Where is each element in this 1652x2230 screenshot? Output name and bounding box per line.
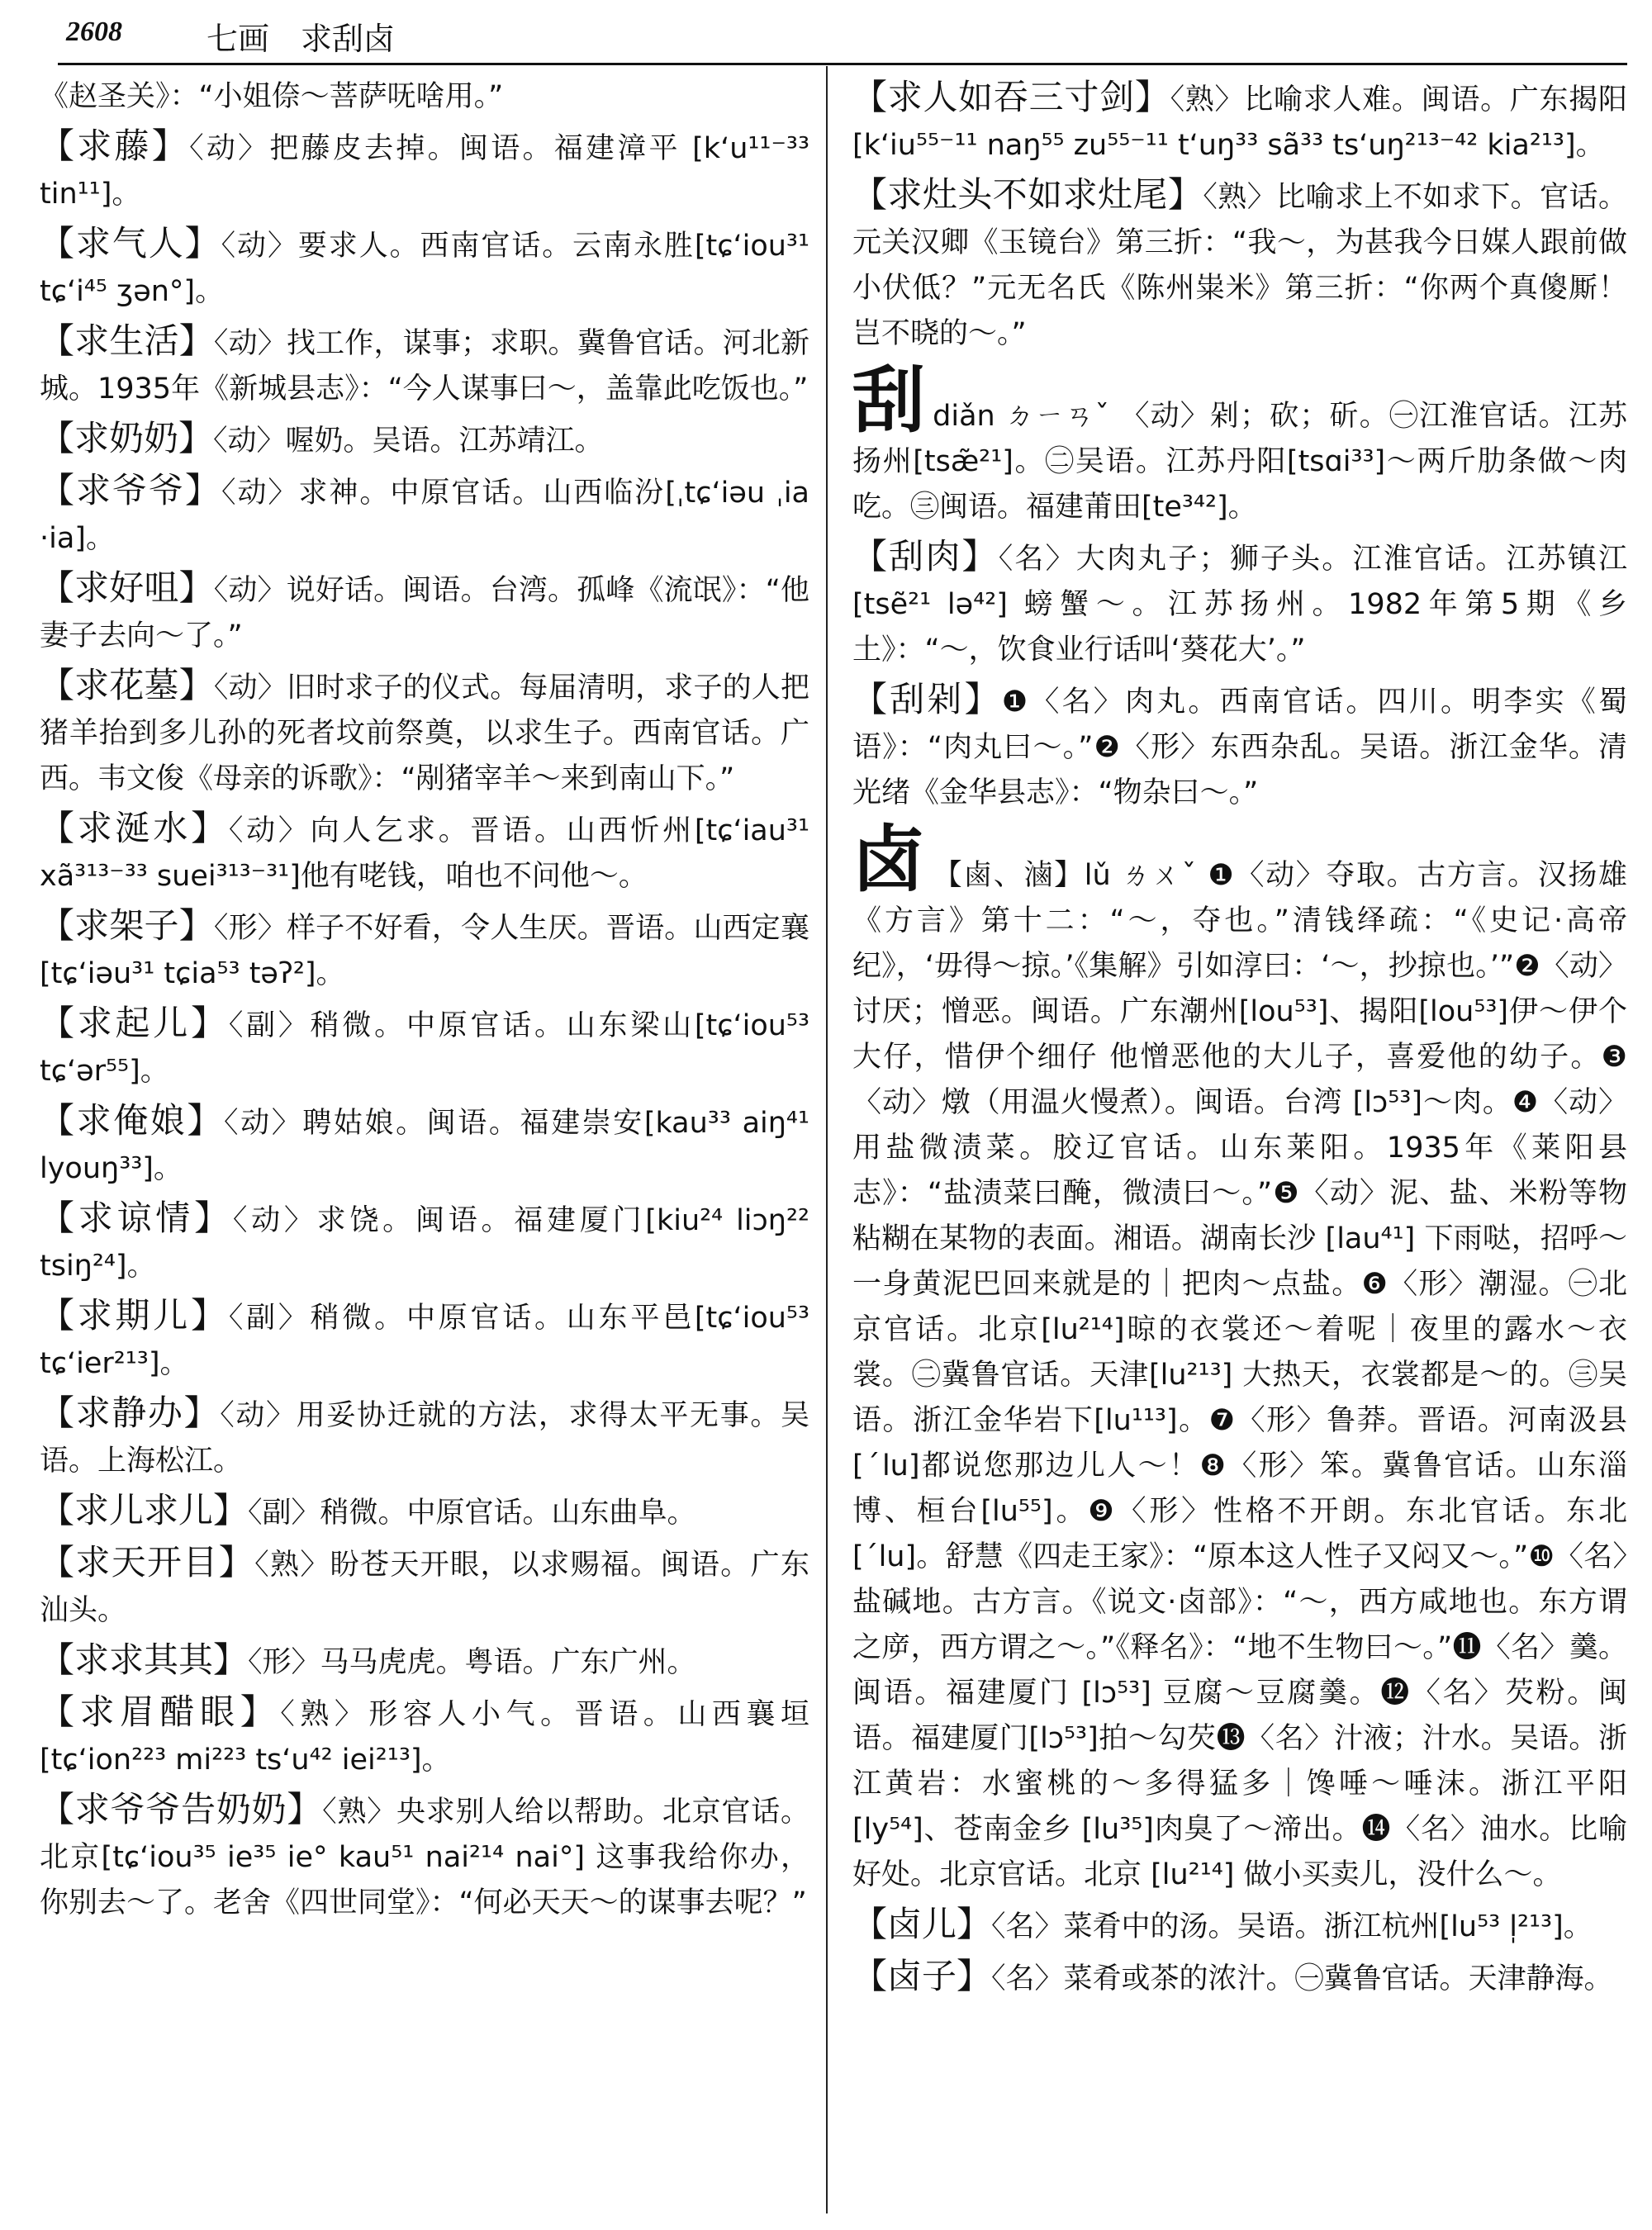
left-column (40, 74, 809, 2222)
page-header (58, 12, 1627, 58)
entry-definition: 〈动〉聘姑娘。闽语。福建崇安[kau³³ aiŋ⁴¹ lyouŋ³³]。 (40, 1107, 809, 1185)
dictionary-entry (852, 357, 1627, 530)
entry-definition: 〈动〉喔奶。吴语。江苏靖江。 (213, 425, 604, 458)
entry-headword: 【求灶头不如求灶尾】 (852, 174, 1203, 215)
dictionary-entry (40, 1637, 809, 1686)
entry-headword: 【求人如吞三寸剑】 (852, 77, 1170, 117)
dictionary-entry (40, 1293, 809, 1387)
entry-definition: 〈熟〉央求别人给以帮助。北京官话。北京[tɕʻiou³⁵ ie³⁵ ie° kau⁵¹ nai²¹⁴ nai°] 这事我给你办，你别去～了。老舍《四世同堂》：“何必天天～的谋事去呢？” (40, 1796, 809, 1919)
entry-definition: 〈形〉样子不好看，令人生厌。晋语。山西定襄[tɕʻiəu³¹ tɕia⁵³ təʔ²]。 (40, 912, 809, 990)
dictionary-entry (852, 74, 1627, 168)
entry-definition: 〈动〉旧时求子的仪式。每届清明，求子的人把猪羊抬到多儿孙的死者坟前祭奠，以求生子。西南官话。广西。韦文俊《母亲的诉歌》：“剐猪宰羊～来到南山下。” (40, 671, 809, 795)
entry-definition: 〈名〉大肉丸子；狮子头。江淮官话。江苏镇江[tsẽ²¹ lə⁴²] 螃蟹～。江苏扬州。1982年第5期《乡土》：“～，饮食业行话叫‘葵花大’。” (852, 543, 1627, 667)
entry-headword: 【求期儿】 (40, 1295, 229, 1336)
entry-headword: 【求静办】 (40, 1393, 221, 1433)
dictionary-entry (40, 1786, 809, 1926)
dictionary-entry (40, 415, 809, 464)
entry-headword: 【求奶奶】 (40, 418, 214, 458)
entry-definition: 〈熟〉比喻求上不如求下。官话。元关汉卿《玉镜台》第三折：“我～，为甚我今日媒人跟前做小伏低？”元无名氏《陈州粜米》第三折：“你两个真傻厮！岂不晓的～。” (852, 181, 1627, 350)
dictionary-entry (40, 1195, 809, 1289)
entry-definition: 〈动〉把藤皮去掉。闽语。福建漳平 [kʻu¹¹⁻³³ tin¹¹]。 (40, 132, 809, 211)
entry-headword: 【卤儿】 (852, 1904, 992, 1944)
entry-definition: 〈形〉马马虎虎。粤语。广东广州。 (248, 1646, 696, 1679)
entry-definition: 〈名〉菜肴或茶的浓汁。㊀冀鲁官话。天津静海。 (991, 1962, 1613, 1995)
entry-definition: 〈熟〉形容人小气。晋语。山西襄垣[tɕʻion²²³ mi²²³ tsʻu⁴² iei²¹³]。 (40, 1698, 809, 1777)
dictionary-entry (40, 1390, 809, 1484)
header-rule (58, 63, 1627, 65)
dictionary-entry (40, 1487, 809, 1536)
entry-definition: 〈副〉稍微。中原官话。山东梁山[tɕʻiou⁵³ tɕʻər⁵⁵]。 (40, 1009, 809, 1088)
entry-headword: 【求爷爷】 (40, 470, 221, 510)
entry-definition: 〈动〉说好话。闽语。台湾。孤峰《流氓》：“他妻子去向～了。” (40, 574, 809, 652)
entry-definition: 〈名〉菜肴中的汤。吴语。浙江杭州[lu⁵³ l̩²¹³]。 (991, 1910, 1593, 1943)
entry-headword: 【求藤】 (40, 126, 190, 166)
dictionary-entry (852, 1901, 1627, 1950)
entry-definition: 〈副〉稍微。中原官话。山东曲阜。 (248, 1497, 696, 1530)
dictionary-entry (40, 1098, 809, 1192)
dictionary-entry (852, 1953, 1627, 2002)
dictionary-entry (40, 805, 809, 899)
right-entry-list (852, 74, 1627, 2002)
entry-headword: 【求天开目】 (40, 1542, 255, 1582)
entry-definition: 【鹵、滷】lǔ ㄌㄨˇ ❶〈动〉夺取。古方言。汉扬雄《方言》第十二：“～，夺也。”清钱绎疏：“《史记·高帝纪》，‘毋得～掠。’《集解》引如淳曰：‘～，抄掠也。’”❷〈动〉讨厌；憎恶。闽语。广东潮州[lou⁵³]、揭阳[lou⁵³]伊～伊个大仔，惜伊个细仔 他憎恶他的大儿子，喜爱他的幼子。❸〈动〉燉（用温火慢煮）。闽语。台湾 [lɔ⁵³]～肉。❹〈动〉用盐微渍菜。胶辽官话。山东莱阳。1935年《莱阳县志》：“盐渍菜曰醃，微渍曰～。”❺〈动〉泥、盐、米粉等物粘糊在某物的表面。湘语。湖南长沙 [lau⁴¹] 下雨哒，招呼～一身黄泥巴回来就是的｜把肉～点盐。❻〈形〉潮湿。㊀北京官话。北京[lu²¹⁴]晾的衣裳还～着呢｜夜里的露水～衣裳。㊁冀鲁官话。天津[lu²¹³] 大热天，衣裳都是～的。㊂吴语。浙江金华岩下[lu¹¹³]。❼〈形〉鲁莽。晋语。河南汲县 [ˊlu]都说您那边儿人～！❽〈形〉笨。冀鲁官话。山东淄博、桓台[lu⁵⁵]。❾〈形〉性格不开朗。东北官话。东北[ˊlu]。舒慧《四走王家》：“原本这人性子又闷又～。”❿〈名〉盐碱地。古方言。《说文·卤部》：“～，西方咸地也。东方谓之㡿，西方谓之～。”《释名》：“地不生物曰～。”⓫〈名〉羹。闽语。福建厦门 [lɔ⁵³] 豆腐～豆腐羹。⓬〈名〉芡粉。闽语。福建厦门[lɔ⁵³]拍～勾芡⓭〈名〉汁液；汁水。吴语。浙江黄岩：水蜜桃的～多得猛多｜馋唾～唾沫。浙江平阳[ly⁵⁴]、苍南金乡 [lu³⁵]肉臭了～渧出。⓮〈名〉油水。比喻好处。北京官话。北京 [lu²¹⁴] 做小买卖儿，没什么～。 (852, 859, 1627, 1891)
column-divider (826, 66, 828, 2213)
entry-headword: 【求爷爷告奶奶】 (40, 1789, 323, 1829)
dictionary-entry (852, 172, 1627, 357)
entry-headword: 【求谅情】 (40, 1198, 233, 1238)
dictionary-entry (40, 565, 809, 659)
dictionary-entry (852, 534, 1627, 673)
entry-definition: 〈熟〉比喻求人难。闽语。广东揭阳 [kʻiu⁵⁵⁻¹¹ naŋ⁵⁵ zu⁵⁵⁻¹¹ tʻuŋ³³ sã³³ tsʻuŋ²¹³⁻⁴² kia²¹³]。 (852, 83, 1627, 162)
dictionary-entry (40, 662, 809, 802)
dictionary-entry (852, 816, 1627, 1898)
entry-definition: ❶〈名〉肉丸。西南官话。四川。明李实《蜀语》：“肉丸曰～。”❷〈形〉东西杂乱。吴语。浙江金华。清光绪《金华县志》：“物杂曰～。” (852, 686, 1627, 809)
left-entry-list (40, 123, 809, 1926)
dictionary-entry (40, 318, 809, 412)
entry-headword: 【卤子】 (852, 1956, 992, 1996)
page-number: 2608 (66, 17, 122, 47)
dictionary-entry (40, 467, 809, 562)
dictionary-entry (40, 1540, 809, 1634)
dictionary-entry (40, 1689, 809, 1783)
entry-headword: 【求好咀】 (40, 567, 214, 608)
entry-headword: 【求求其其】 (40, 1639, 249, 1680)
entry-definition: 〈动〉要求人。西南官话。云南永胜[tɕʻiou³¹ tɕʻi⁴⁵ ʒən°]。 (40, 230, 809, 308)
entry-headword: 【求气人】 (40, 223, 221, 263)
entry-definition: 〈熟〉盼苍天开眼，以求赐福。闽语。广东汕头。 (40, 1549, 809, 1627)
entry-definition: 〈动〉用妥协迁就的方法，求得太平无事。吴语。上海松江。 (40, 1399, 809, 1478)
entry-definition: 〈动〉向人乞求。晋语。山西忻州[tɕʻiau³¹ xã³¹³⁻³³ suei³¹³⁻³¹]他有咾钱，咱也不问他～。 (40, 814, 809, 893)
entry-headword: 【求儿求儿】 (40, 1490, 249, 1530)
running-title: 七画 求刮卤 (206, 21, 396, 57)
entry-headword: 【刮肉】 (852, 536, 999, 576)
entry-headword: 【求架子】 (40, 905, 214, 946)
dictionary-entry (40, 123, 809, 217)
character-headword: 刮 (852, 357, 927, 443)
entry-headword: 【求花墓】 (40, 665, 214, 705)
entry-definition: 〈动〉找工作，谋事；求职。冀鲁官话。河北新城。1935年《新城县志》：“今人谋事曰～，盖靠此吃饭也。” (40, 327, 809, 406)
dictionary-entry (40, 221, 809, 315)
entry-definition: 〈副〉稍微。中原官话。山东平邑[tɕʻiou⁵³ tɕʻier²¹³]。 (40, 1302, 809, 1380)
dictionary-entry (40, 903, 809, 997)
character-headword: 卤 (852, 816, 927, 902)
continuation-text: 《赵圣关》：“小姐倷～菩萨呒啥用。” (40, 80, 504, 113)
dictionary-entry (40, 1000, 809, 1094)
entry-definition: diǎn ㄉㄧㄢˇ 〈动〉剁；砍；斫。㊀江淮官话。江苏扬州[tsæ̃²¹]。㊁吴语。江苏丹阳[tsɑi³³]～两斤肋条做～肉吃。㊂闽语。福建莆田[te³⁴²]。 (852, 400, 1627, 524)
entry-headword: 【刮剁】 (852, 679, 1002, 719)
entry-headword: 【求生活】 (40, 320, 214, 361)
entry-headword: 【求俺娘】 (40, 1100, 224, 1141)
entry-definition: 〈动〉求饶。闽语。福建厦门[kiu²⁴ liɔŋ²² tsiŋ²⁴]。 (40, 1204, 809, 1283)
entry-headword: 【求眉醋眼】 (40, 1691, 281, 1732)
entry-headword: 【求涎水】 (40, 808, 229, 848)
right-column (852, 74, 1627, 2222)
entry-headword: 【求起儿】 (40, 1003, 229, 1043)
entry-definition: 〈动〉求神。中原官话。山西临汾[ˌtɕʻiəu ˌia ·ia]。 (40, 477, 809, 555)
dictionary-entry (852, 676, 1627, 816)
